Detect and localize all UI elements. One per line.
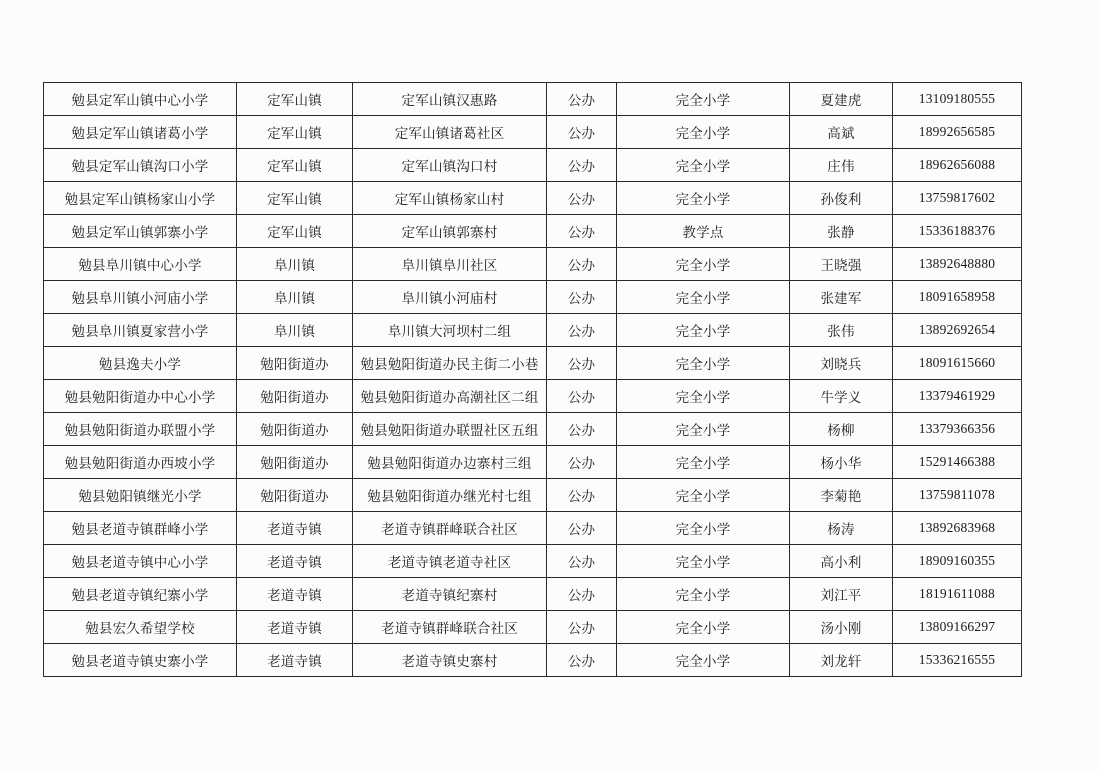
school-type-cell: 公办: [547, 446, 617, 479]
town-cell: 阜川镇: [237, 314, 353, 347]
school-type-cell: 公办: [547, 281, 617, 314]
school-name-cell: 勉县定军山镇郭寨小学: [44, 215, 237, 248]
school-name-cell: 勉县勉阳街道办中心小学: [44, 380, 237, 413]
school-level-cell: 完全小学: [617, 281, 790, 314]
school-level-cell: 完全小学: [617, 578, 790, 611]
school-name-cell: 勉县定军山镇诸葛小学: [44, 116, 237, 149]
phone-cell: 13809166297: [893, 611, 1022, 644]
phone-cell: 13892692654: [893, 314, 1022, 347]
school-type-cell: 公办: [547, 347, 617, 380]
town-cell: 勉阳街道办: [237, 347, 353, 380]
school-level-cell: 完全小学: [617, 347, 790, 380]
school-type-cell: 公办: [547, 83, 617, 116]
address-cell: 阜川镇小河庙村: [353, 281, 547, 314]
address-cell: 定军山镇沟口村: [353, 149, 547, 182]
school-level-cell: 教学点: [617, 215, 790, 248]
table-row: [44, 149, 1022, 182]
school-level-cell: 完全小学: [617, 446, 790, 479]
address-cell: 勉县勉阳街道办继光村七组: [353, 479, 547, 512]
town-cell: 勉阳街道办: [237, 479, 353, 512]
table-row: [44, 611, 1022, 644]
school-level-cell: 完全小学: [617, 611, 790, 644]
phone-cell: 13759817602: [893, 182, 1022, 215]
contact-person-cell: 张静: [790, 215, 893, 248]
table-row: [44, 116, 1022, 149]
contact-person-cell: 高小利: [790, 545, 893, 578]
table-row: [44, 215, 1022, 248]
phone-cell: 15291466388: [893, 446, 1022, 479]
school-name-cell: 勉县宏久希望学校: [44, 611, 237, 644]
town-cell: 老道寺镇: [237, 545, 353, 578]
table-row: [44, 446, 1022, 479]
table-row: [44, 512, 1022, 545]
school-level-cell: 完全小学: [617, 182, 790, 215]
phone-cell: 15336216555: [893, 644, 1022, 677]
school-type-cell: 公办: [547, 215, 617, 248]
town-cell: 老道寺镇: [237, 611, 353, 644]
table-row: [44, 644, 1022, 677]
address-cell: 定军山镇汉惠路: [353, 83, 547, 116]
town-cell: 老道寺镇: [237, 578, 353, 611]
contact-person-cell: 汤小刚: [790, 611, 893, 644]
phone-cell: 13892683968: [893, 512, 1022, 545]
address-cell: 阜川镇阜川社区: [353, 248, 547, 281]
town-cell: 定军山镇: [237, 182, 353, 215]
contact-person-cell: 刘江平: [790, 578, 893, 611]
school-name-cell: 勉县阜川镇小河庙小学: [44, 281, 237, 314]
school-name-cell: 勉县勉阳镇继光小学: [44, 479, 237, 512]
table-row: [44, 83, 1022, 116]
contact-person-cell: 庄伟: [790, 149, 893, 182]
phone-cell: 18992656585: [893, 116, 1022, 149]
school-level-cell: 完全小学: [617, 248, 790, 281]
phone-cell: 13379461929: [893, 380, 1022, 413]
town-cell: 勉阳街道办: [237, 413, 353, 446]
school-level-cell: 完全小学: [617, 512, 790, 545]
school-level-cell: 完全小学: [617, 116, 790, 149]
table-row: [44, 578, 1022, 611]
school-level-cell: 完全小学: [617, 413, 790, 446]
school-type-cell: 公办: [547, 413, 617, 446]
town-cell: 定军山镇: [237, 215, 353, 248]
address-cell: 老道寺镇群峰联合社区: [353, 611, 547, 644]
school-level-cell: 完全小学: [617, 314, 790, 347]
school-type-cell: 公办: [547, 380, 617, 413]
address-cell: 老道寺镇群峰联合社区: [353, 512, 547, 545]
contact-person-cell: 刘晓兵: [790, 347, 893, 380]
table-row: [44, 347, 1022, 380]
address-cell: 定军山镇杨家山村: [353, 182, 547, 215]
school-name-cell: 勉县老道寺镇纪寨小学: [44, 578, 237, 611]
table-row: [44, 380, 1022, 413]
address-cell: 勉县勉阳街道办高潮社区二组: [353, 380, 547, 413]
phone-cell: 18962656088: [893, 149, 1022, 182]
school-name-cell: 勉县老道寺镇史寨小学: [44, 644, 237, 677]
contact-person-cell: 杨小华: [790, 446, 893, 479]
contact-person-cell: 张伟: [790, 314, 893, 347]
table-row: [44, 413, 1022, 446]
school-name-cell: 勉县阜川镇中心小学: [44, 248, 237, 281]
table-row: [44, 248, 1022, 281]
school-name-cell: 勉县老道寺镇中心小学: [44, 545, 237, 578]
contact-person-cell: 刘龙轩: [790, 644, 893, 677]
school-name-cell: 勉县勉阳街道办西坡小学: [44, 446, 237, 479]
town-cell: 老道寺镇: [237, 512, 353, 545]
town-cell: 阜川镇: [237, 281, 353, 314]
school-type-cell: 公办: [547, 248, 617, 281]
school-name-cell: 勉县定军山镇沟口小学: [44, 149, 237, 182]
table-row: [44, 182, 1022, 215]
school-type-cell: 公办: [547, 578, 617, 611]
address-cell: 老道寺镇史寨村: [353, 644, 547, 677]
town-cell: 定军山镇: [237, 149, 353, 182]
address-cell: 勉县勉阳街道办民主街二小巷: [353, 347, 547, 380]
contact-person-cell: 夏建虎: [790, 83, 893, 116]
school-name-cell: 勉县逸夫小学: [44, 347, 237, 380]
contact-person-cell: 李菊艳: [790, 479, 893, 512]
contact-person-cell: 张建军: [790, 281, 893, 314]
school-type-cell: 公办: [547, 545, 617, 578]
school-type-cell: 公办: [547, 644, 617, 677]
school-table-body: [44, 83, 1022, 677]
town-cell: 勉阳街道办: [237, 380, 353, 413]
phone-cell: 13759811078: [893, 479, 1022, 512]
school-level-cell: 完全小学: [617, 149, 790, 182]
school-name-cell: 勉县老道寺镇群峰小学: [44, 512, 237, 545]
phone-cell: 15336188376: [893, 215, 1022, 248]
school-name-cell: 勉县定军山镇杨家山小学: [44, 182, 237, 215]
contact-person-cell: 孙俊利: [790, 182, 893, 215]
contact-person-cell: 高斌: [790, 116, 893, 149]
contact-person-cell: 王晓强: [790, 248, 893, 281]
town-cell: 定军山镇: [237, 83, 353, 116]
table-row: [44, 545, 1022, 578]
school-name-cell: 勉县阜川镇夏家营小学: [44, 314, 237, 347]
phone-cell: 13379366356: [893, 413, 1022, 446]
table-row: [44, 479, 1022, 512]
town-cell: 老道寺镇: [237, 644, 353, 677]
school-name-cell: 勉县定军山镇中心小学: [44, 83, 237, 116]
school-level-cell: 完全小学: [617, 83, 790, 116]
school-type-cell: 公办: [547, 182, 617, 215]
town-cell: 勉阳街道办: [237, 446, 353, 479]
contact-person-cell: 牛学义: [790, 380, 893, 413]
address-cell: 老道寺镇纪寨村: [353, 578, 547, 611]
phone-cell: 18091658958: [893, 281, 1022, 314]
school-type-cell: 公办: [547, 116, 617, 149]
table-row: [44, 314, 1022, 347]
phone-cell: 18909160355: [893, 545, 1022, 578]
town-cell: 定军山镇: [237, 116, 353, 149]
school-level-cell: 完全小学: [617, 380, 790, 413]
phone-cell: 13892648880: [893, 248, 1022, 281]
phone-cell: 18091615660: [893, 347, 1022, 380]
address-cell: 定军山镇郭寨村: [353, 215, 547, 248]
school-type-cell: 公办: [547, 611, 617, 644]
school-level-cell: 完全小学: [617, 479, 790, 512]
address-cell: 定军山镇诸葛社区: [353, 116, 547, 149]
address-cell: 勉县勉阳街道办联盟社区五组: [353, 413, 547, 446]
school-type-cell: 公办: [547, 479, 617, 512]
phone-cell: 18191611088: [893, 578, 1022, 611]
contact-person-cell: 杨涛: [790, 512, 893, 545]
school-level-cell: 完全小学: [617, 545, 790, 578]
contact-person-cell: 杨柳: [790, 413, 893, 446]
school-table: [43, 82, 1022, 677]
school-level-cell: 完全小学: [617, 644, 790, 677]
address-cell: 老道寺镇老道寺社区: [353, 545, 547, 578]
school-name-cell: 勉县勉阳街道办联盟小学: [44, 413, 237, 446]
address-cell: 阜川镇大河坝村二组: [353, 314, 547, 347]
address-cell: 勉县勉阳街道办边寨村三组: [353, 446, 547, 479]
school-type-cell: 公办: [547, 314, 617, 347]
phone-cell: 13109180555: [893, 83, 1022, 116]
town-cell: 阜川镇: [237, 248, 353, 281]
school-type-cell: 公办: [547, 512, 617, 545]
table-row: [44, 281, 1022, 314]
school-type-cell: 公办: [547, 149, 617, 182]
